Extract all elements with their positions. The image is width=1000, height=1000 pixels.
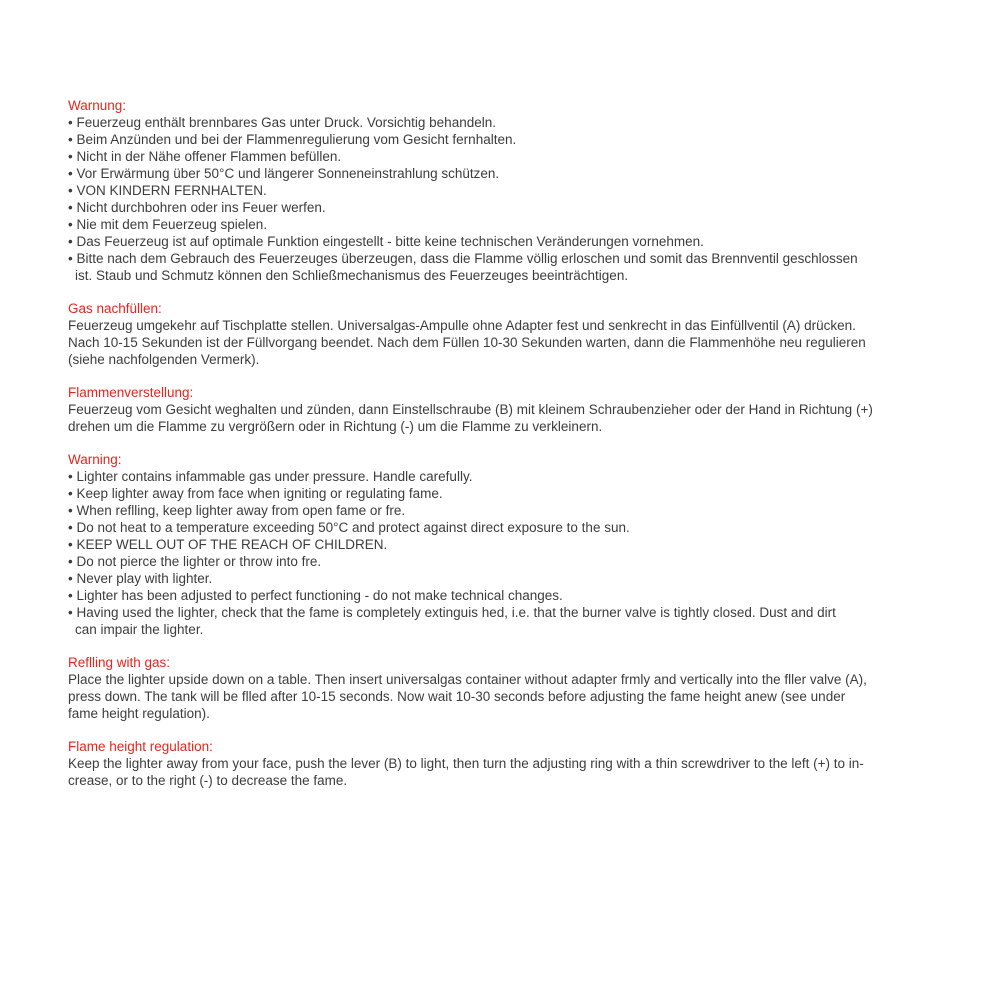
text-line: • Never play with lighter. xyxy=(68,571,213,586)
text-line: crease, or to the right (-) to decrease the fame. xyxy=(68,773,348,788)
text-line: • Das Feuerzeug ist auf optimale Funktion eingestellt - bitte keine technischen Veränderungen vornehmen. xyxy=(68,234,704,249)
section-heading: Warning: xyxy=(68,452,122,467)
text-line: • VON KINDERN FERNHALTEN. xyxy=(68,183,267,198)
text-line: • Nicht durchbohren oder ins Feuer werfen. xyxy=(68,200,326,215)
section-heading: Gas nachfüllen: xyxy=(68,301,162,316)
text-line: • Having used the lighter, check that the fame is completely extinguis hed, i.e. that the burner valve is tightly closed. Dust and dirt xyxy=(68,605,836,620)
text-line: press down. The tank will be flled after 10-15 seconds. Now wait 10-30 seconds before adjusting the fame height anew (see under xyxy=(68,689,846,704)
section-heading: Warnung: xyxy=(68,98,127,113)
section xyxy=(68,384,933,435)
text-line: • Lighter has been adjusted to perfect functioning - do not make technical changes. xyxy=(68,588,563,603)
text-line: Keep the lighter away from your face, push the lever (B) to light, then turn the adjusting ring with a thin screwdriver to the left (+) to in- xyxy=(68,756,864,771)
section-heading: Flame height regulation: xyxy=(68,739,213,754)
section xyxy=(68,654,933,722)
section xyxy=(68,97,933,284)
text-line: • Bitte nach dem Gebrauch des Feuerzeuges überzeugen, dass die Flamme völlig erloschen und somit das Brennventil geschlossen xyxy=(68,251,858,266)
text-line: • Do not pierce the lighter or throw into fre. xyxy=(68,554,322,569)
text-line: • Nie mit dem Feuerzeug spielen. xyxy=(68,217,268,232)
section xyxy=(68,738,933,789)
text-line: (siehe nachfolgenden Vermerk). xyxy=(68,352,260,367)
text-line: • Beim Anzünden und bei der Flammenregulierung vom Gesicht fernhalten. xyxy=(68,132,517,147)
text-line: Feuerzeug umgekehr auf Tischplatte stellen. Universalgas-Ampulle ohne Adapter fest und senkrecht in das Einfüllventil (A) drücken. xyxy=(68,318,856,333)
section-heading: Reflling with gas: xyxy=(68,655,171,670)
instruction-sections xyxy=(68,97,933,805)
text-line: Nach 10-15 Sekunden ist der Füllvorgang beendet. Nach dem Füllen 10-30 Sekunden warten, dann die Flammenhöhe neu regulieren xyxy=(68,335,866,350)
text-line: • When reflling, keep lighter away from open fame or fre. xyxy=(68,503,406,518)
text-line: • Do not heat to a temperature exceeding 50°C and protect against direct exposure to the sun. xyxy=(68,520,630,535)
section xyxy=(68,451,933,638)
text-line: • Keep lighter away from face when igniting or regulating fame. xyxy=(68,486,443,501)
text-line: • Feuerzeug enthält brennbares Gas unter Druck. Vorsichtig behandeln. xyxy=(68,115,496,130)
text-line: fame height regulation). xyxy=(68,706,210,721)
section xyxy=(68,300,933,368)
section-heading: Flammenverstellung: xyxy=(68,385,194,400)
text-line: Place the lighter upside down on a table. Then insert universalgas container without adapter frmly and vertically into the fller valve (A), xyxy=(68,672,867,687)
text-line: ist. Staub und Schmutz können den Schließmechanismus des Feuerzeuges beeinträchtigen. xyxy=(75,268,629,283)
text-line: • Vor Erwärmung über 50°C und längerer Sonneneinstrahlung schützen. xyxy=(68,166,500,181)
text-line: • Lighter contains infammable gas under pressure. Handle carefully. xyxy=(68,469,473,484)
text-line: can impair the lighter. xyxy=(75,622,204,637)
text-line: • KEEP WELL OUT OF THE REACH OF CHILDREN. xyxy=(68,537,388,552)
text-line: • Nicht in der Nähe offener Flammen befüllen. xyxy=(68,149,342,164)
text-line: Feuerzeug vom Gesicht weghalten und zünden, dann Einstellschraube (B) mit kleinem Schraubenzieher oder der Hand in Richtung (+) xyxy=(68,402,873,417)
text-line: drehen um die Flamme zu vergrößern oder in Richtung (-) um die Flamme zu verkleinern. xyxy=(68,419,603,434)
